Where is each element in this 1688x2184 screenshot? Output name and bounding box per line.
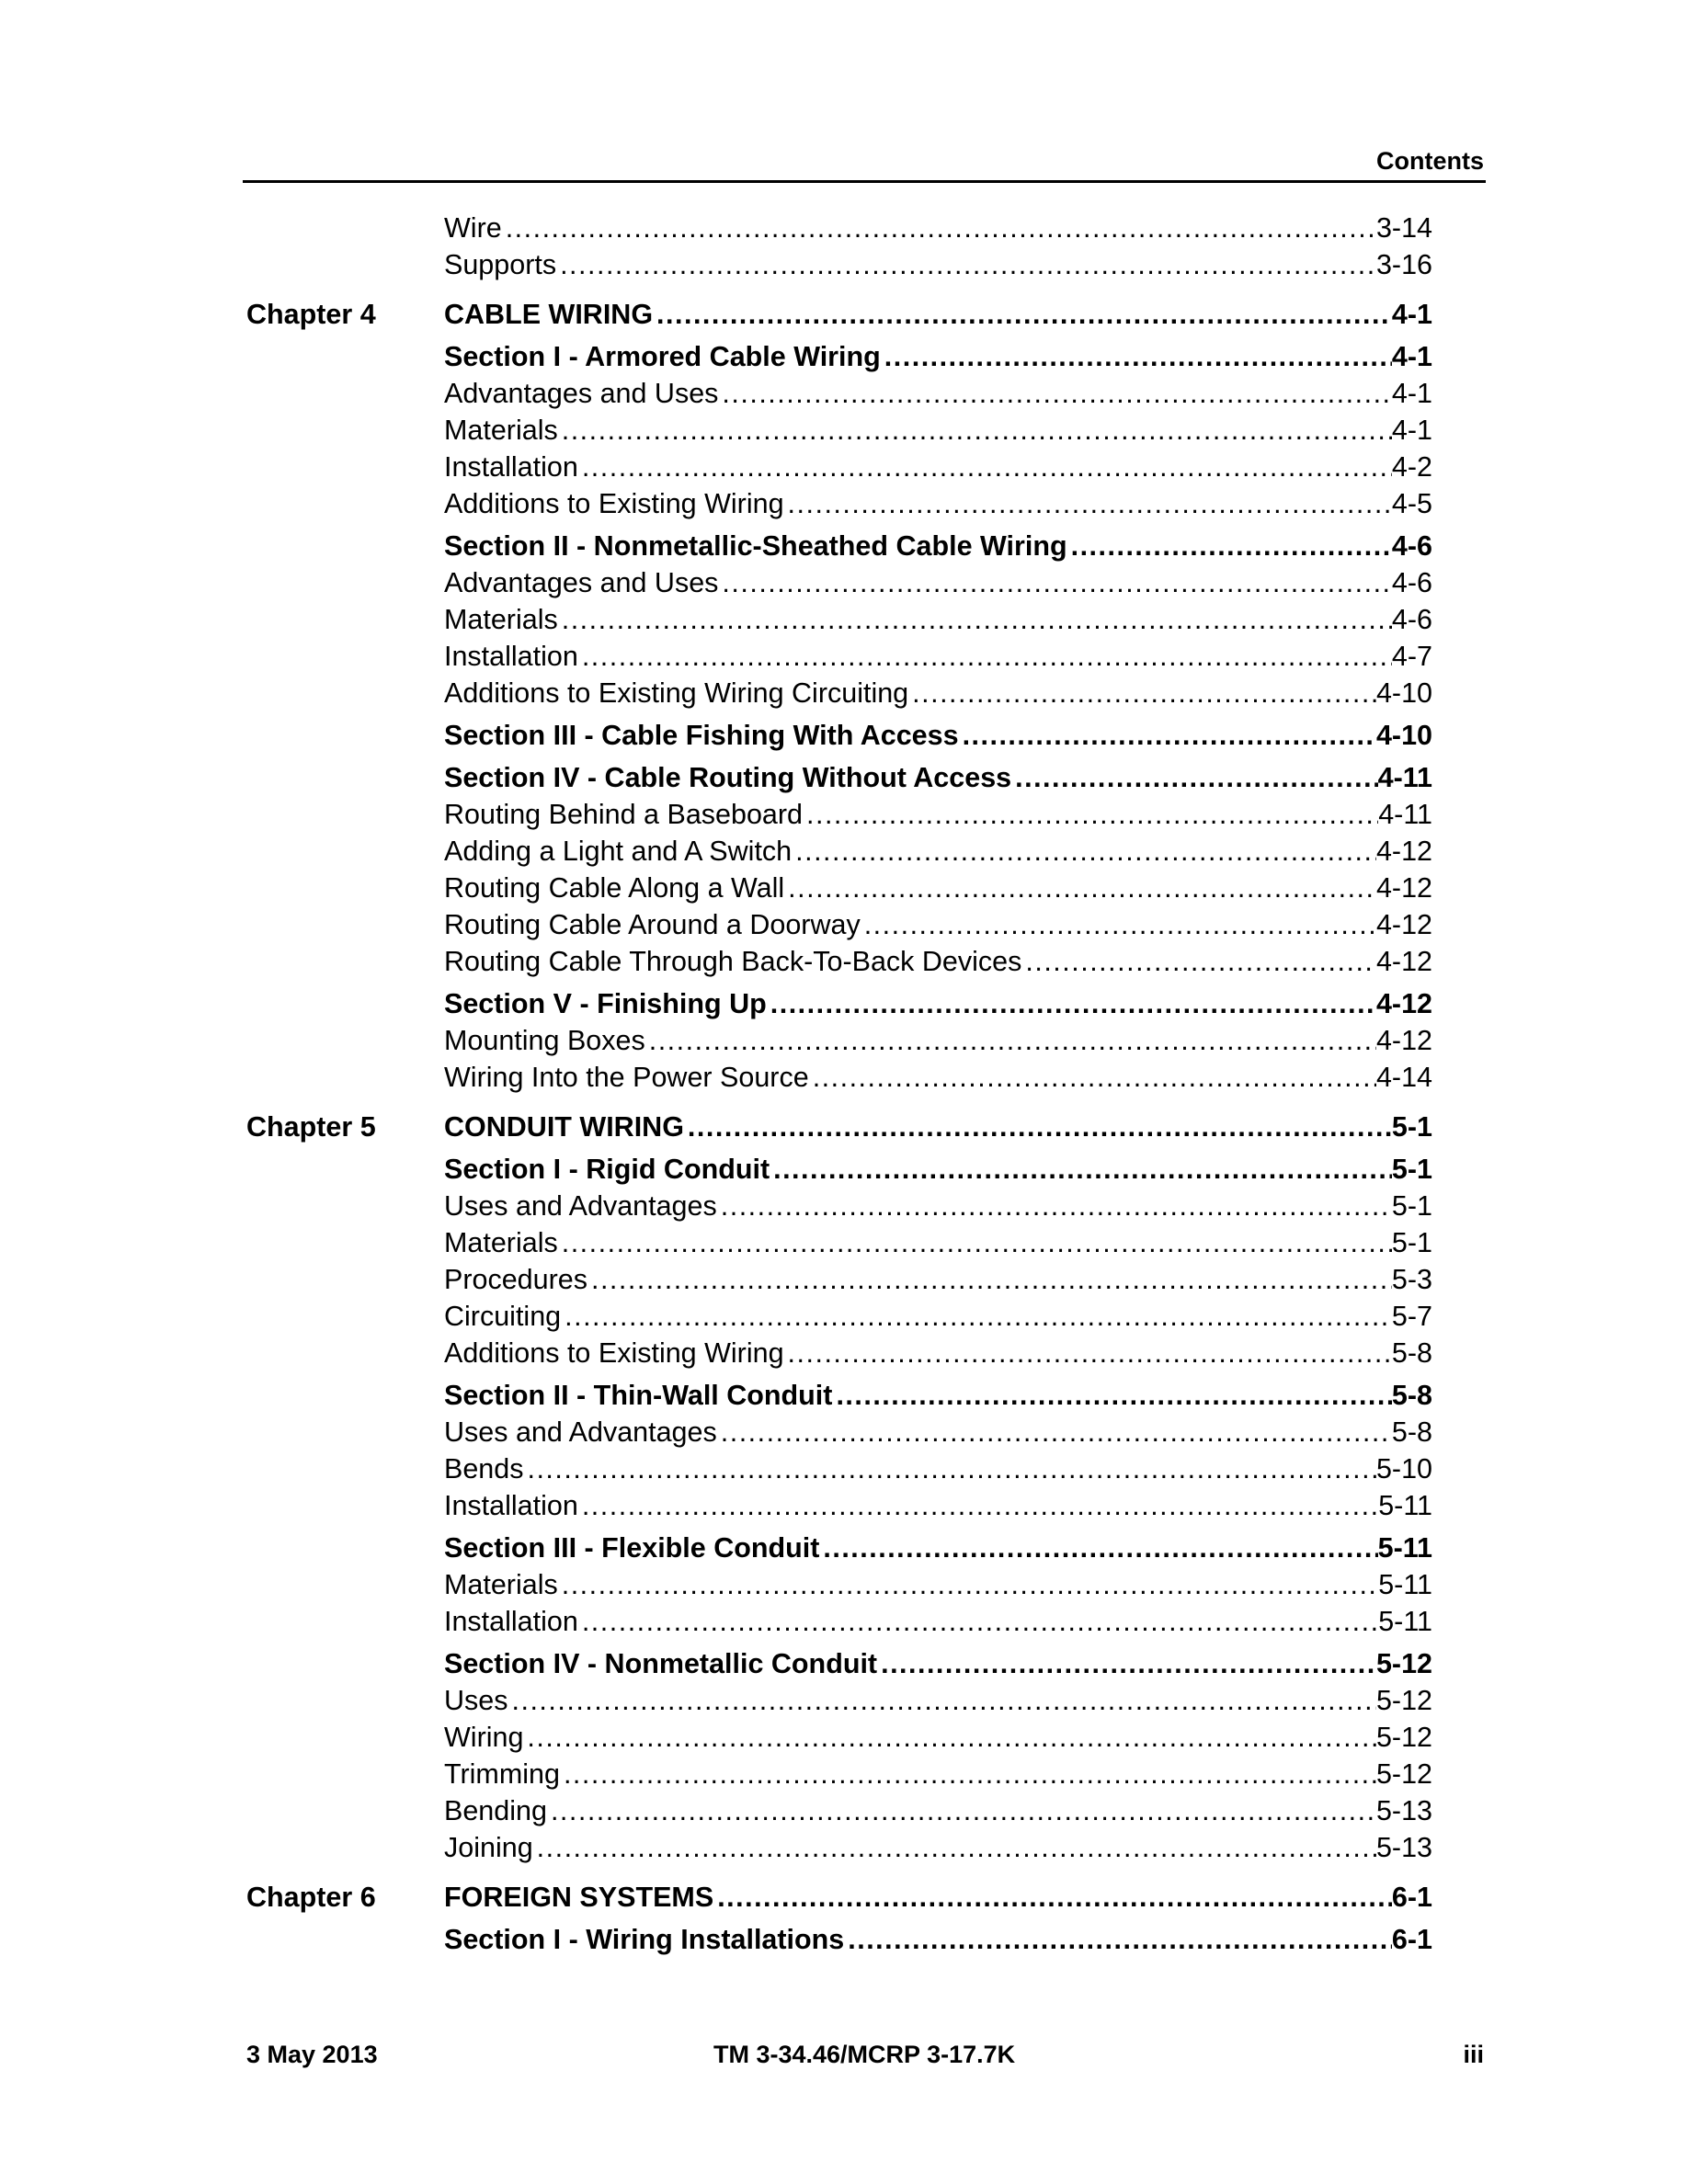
toc-entry-title: Uses <box>444 1685 508 1716</box>
toc-page-number: 5-12 <box>1375 1685 1432 1716</box>
toc-entry-title: Section I - Armored Cable Wiring <box>444 341 881 372</box>
toc-row <box>0 564 1688 601</box>
toc-entry-title: Materials <box>444 1569 558 1600</box>
toc-row <box>0 796 1688 833</box>
toc-page-number: 5-7 <box>1391 1301 1432 1332</box>
toc-page-number: 4-11 <box>1377 762 1432 793</box>
toc-row <box>0 1151 1688 1188</box>
dot-leader <box>767 985 1376 1022</box>
dot-leader <box>861 906 1376 943</box>
dot-leader <box>558 1566 1378 1603</box>
dot-leader <box>558 412 1392 449</box>
toc-page-number: 5-8 <box>1391 1416 1432 1448</box>
toc-page-number: 5-12 <box>1375 1722 1432 1753</box>
dot-leader <box>1011 759 1378 796</box>
running-header <box>243 147 1486 183</box>
toc-row <box>0 1879 1688 1916</box>
toc-row <box>0 906 1688 943</box>
toc-page-number: 4-1 <box>1391 378 1432 409</box>
toc-entry-title: Section III - Cable Fishing With Access <box>444 720 959 751</box>
dot-leader <box>502 210 1376 246</box>
dot-leader <box>718 375 1391 412</box>
toc-heading-link[interactable] <box>444 338 1432 375</box>
dot-leader <box>578 449 1392 485</box>
toc-row <box>0 1603 1688 1640</box>
toc-page-number: 5-11 <box>1377 1532 1432 1564</box>
toc-row <box>0 375 1688 412</box>
toc-row <box>0 1261 1688 1298</box>
toc-entry-title: Joining <box>444 1832 533 1863</box>
dot-leader <box>578 638 1392 675</box>
dot-leader <box>533 1829 1376 1866</box>
dot-leader <box>523 1450 1375 1487</box>
toc-heading-link[interactable] <box>444 528 1432 564</box>
footer-publication: TM 3-34.46/MCRP 3-17.7K <box>713 2041 1016 2068</box>
toc-page-number: 6-1 <box>1391 1924 1432 1955</box>
toc-entry-title: Adding a Light and A Switch <box>444 836 793 867</box>
chapter-label: Chapter 4 <box>246 299 376 330</box>
toc-entry-link[interactable] <box>444 1188 1432 1224</box>
toc-page-number: 4-12 <box>1375 1025 1432 1056</box>
toc-page-number: 5-1 <box>1391 1154 1432 1185</box>
dot-leader <box>587 1261 1392 1298</box>
toc-row <box>0 210 1688 246</box>
toc-heading-link[interactable] <box>444 1645 1432 1682</box>
toc-page-number: 5-11 <box>1378 1490 1432 1521</box>
toc-entry-link[interactable] <box>444 1261 1432 1298</box>
toc-page-number: 5-8 <box>1391 1337 1432 1369</box>
toc-page-number: 4-6 <box>1391 530 1432 562</box>
toc-entry-title: Mounting Boxes <box>444 1025 645 1056</box>
toc-page-number: 4-10 <box>1375 720 1432 751</box>
toc-entry-link[interactable] <box>444 485 1432 522</box>
toc-row <box>0 1682 1688 1719</box>
toc-row <box>0 870 1688 906</box>
toc-row <box>0 985 1688 1022</box>
toc-entry-title: Section III - Flexible Conduit <box>444 1532 820 1564</box>
dot-leader <box>792 833 1376 870</box>
toc-entry-link[interactable] <box>444 449 1432 485</box>
toc-entry-title: Section V - Finishing Up <box>444 988 767 1019</box>
toc-entry-link[interactable] <box>444 1756 1432 1792</box>
toc-entry-link[interactable] <box>444 1298 1432 1335</box>
toc-entry-title: Installation <box>444 641 578 672</box>
toc-entry-title: Bends <box>444 1453 524 1484</box>
toc-heading-link[interactable] <box>444 1530 1432 1566</box>
toc-entry-title: Section IV - Cable Routing Without Access <box>444 762 1012 793</box>
toc-entry-link[interactable] <box>444 870 1432 906</box>
toc-entry-link[interactable] <box>444 1487 1432 1524</box>
toc-entry-title: Circuiting <box>444 1301 562 1332</box>
toc-entry-title: Section II - Nonmetallic-Sheathed Cable Wiring <box>444 530 1067 562</box>
toc-entry-link[interactable] <box>444 943 1432 980</box>
dot-leader <box>908 675 1376 711</box>
dot-leader <box>561 1298 1392 1335</box>
toc-row <box>0 1530 1688 1566</box>
toc-page-number: 4-6 <box>1391 567 1432 598</box>
toc-page-number: 4-6 <box>1391 604 1432 635</box>
toc-heading-link[interactable] <box>444 1377 1432 1414</box>
toc-row <box>0 675 1688 711</box>
toc-row <box>0 943 1688 980</box>
toc-entry-title: Materials <box>444 1227 558 1258</box>
toc-page-number: 5-1 <box>1391 1227 1432 1258</box>
toc-entry-link[interactable] <box>444 675 1432 711</box>
dot-leader <box>684 1109 1392 1145</box>
toc-page-number: 4-10 <box>1375 677 1432 709</box>
dot-leader <box>713 1879 1392 1916</box>
toc-row <box>0 1377 1688 1414</box>
toc-entry-link[interactable] <box>444 1719 1432 1756</box>
toc-entry-link[interactable] <box>444 564 1432 601</box>
dot-leader <box>560 1756 1376 1792</box>
dot-leader <box>547 1792 1376 1829</box>
toc-entry-title: Section I - Wiring Installations <box>444 1924 845 1955</box>
toc-heading-link[interactable] <box>444 759 1432 796</box>
toc-row <box>0 246 1688 283</box>
toc-row <box>0 833 1688 870</box>
toc-row <box>0 1059 1688 1096</box>
dot-leader <box>556 246 1376 283</box>
toc-entry-title: Section IV - Nonmetallic Conduit <box>444 1648 878 1679</box>
toc-page-number: 5-11 <box>1378 1606 1432 1637</box>
toc-page-number: 4-2 <box>1391 451 1432 483</box>
toc-entry-title: Materials <box>444 415 558 446</box>
toc-page-number: 4-11 <box>1378 799 1432 830</box>
toc-page-number: 5-13 <box>1375 1832 1432 1863</box>
toc-heading-link[interactable] <box>444 1921 1432 1958</box>
dot-leader <box>809 1059 1376 1096</box>
toc-page-number: 4-12 <box>1375 872 1432 904</box>
toc-entry-title: Wire <box>444 212 502 244</box>
chapter-label: Chapter 6 <box>246 1882 376 1913</box>
toc-entry-title: Wiring Into the Power Source <box>444 1062 809 1093</box>
toc-page-number: 4-12 <box>1375 946 1432 977</box>
toc-row <box>0 338 1688 375</box>
toc-row <box>0 1792 1688 1829</box>
toc-entry-link[interactable] <box>444 210 1432 246</box>
dot-leader <box>784 870 1376 906</box>
toc-row <box>0 1414 1688 1450</box>
toc-row <box>0 485 1688 522</box>
toc-entry-title: Wiring <box>444 1722 524 1753</box>
dot-leader <box>832 1377 1391 1414</box>
toc-row <box>0 1335 1688 1371</box>
dot-leader <box>819 1530 1377 1566</box>
toc-page-number: 5-12 <box>1375 1758 1432 1790</box>
toc-entry-link[interactable] <box>444 1022 1432 1059</box>
toc-page-number: 4-5 <box>1391 488 1432 519</box>
dot-leader <box>653 296 1392 333</box>
toc-heading-link[interactable] <box>444 1879 1432 1916</box>
dot-leader <box>881 338 1392 375</box>
toc-page-number: 4-12 <box>1375 988 1432 1019</box>
footer-page-number: iii <box>1463 2041 1484 2068</box>
dot-leader <box>803 796 1378 833</box>
toc-heading-link[interactable] <box>444 1151 1432 1188</box>
toc-entry-title: Supports <box>444 249 557 280</box>
toc-row <box>0 1224 1688 1261</box>
toc-row <box>0 528 1688 564</box>
toc-heading-link[interactable] <box>444 1109 1432 1145</box>
toc-entry-title: Section II - Thin-Wall Conduit <box>444 1380 833 1411</box>
toc-entry-link[interactable] <box>444 1682 1432 1719</box>
dot-leader <box>770 1151 1392 1188</box>
toc-entry-link[interactable] <box>444 1059 1432 1096</box>
toc-entry-title: Section I - Rigid Conduit <box>444 1154 770 1185</box>
toc-heading-link[interactable] <box>444 296 1432 333</box>
toc-row <box>0 601 1688 638</box>
toc-entry-link[interactable] <box>444 1792 1432 1829</box>
toc-entry-link[interactable] <box>444 1566 1432 1603</box>
toc-entry-title: Installation <box>444 1606 578 1637</box>
toc-page-number: 5-1 <box>1391 1111 1432 1143</box>
toc-entry-title: CABLE WIRING <box>444 299 654 330</box>
dot-leader <box>558 1224 1392 1261</box>
toc-entry-title: Procedures <box>444 1264 587 1295</box>
toc-row <box>0 759 1688 796</box>
toc-heading-link[interactable] <box>444 985 1432 1022</box>
toc-page-number: 4-14 <box>1375 1062 1432 1093</box>
dot-leader <box>578 1487 1378 1524</box>
toc-entry-title: Routing Cable Along a Wall <box>444 872 785 904</box>
dot-leader <box>578 1603 1378 1640</box>
toc-page-number: 3-14 <box>1375 212 1432 244</box>
toc-row <box>0 1645 1688 1682</box>
dot-leader <box>523 1719 1376 1756</box>
toc-entry-link[interactable] <box>444 1829 1432 1866</box>
toc-entry-link[interactable] <box>444 638 1432 675</box>
toc-row <box>0 1921 1688 1958</box>
toc-row <box>0 1756 1688 1792</box>
toc-page-number: 4-1 <box>1391 415 1432 446</box>
toc-entry-title: Advantages and Uses <box>444 378 719 409</box>
toc-entry-link[interactable] <box>444 833 1432 870</box>
toc-entry-link[interactable] <box>444 412 1432 449</box>
toc-page-number: 5-13 <box>1375 1795 1432 1826</box>
toc-entry-link[interactable] <box>444 246 1432 283</box>
toc-page-number: 3-16 <box>1375 249 1432 280</box>
toc-row <box>0 449 1688 485</box>
dot-leader <box>844 1921 1392 1958</box>
toc-entry-link[interactable] <box>444 1224 1432 1261</box>
toc-row <box>0 1022 1688 1059</box>
toc-entry-title: Trimming <box>444 1758 560 1790</box>
dot-leader <box>558 601 1392 638</box>
toc-entry-title: Advantages and Uses <box>444 567 719 598</box>
toc-entry-title: Installation <box>444 1490 578 1521</box>
dot-leader <box>959 717 1376 754</box>
toc-page-number: 4-12 <box>1375 909 1432 940</box>
toc-entry-title: Materials <box>444 604 558 635</box>
toc-row <box>0 1829 1688 1866</box>
toc-page-number: 5-3 <box>1391 1264 1432 1295</box>
toc-row <box>0 1487 1688 1524</box>
toc-entry-title: CONDUIT WIRING <box>444 1111 684 1143</box>
toc-entry-link[interactable] <box>444 375 1432 412</box>
dot-leader <box>717 1188 1392 1224</box>
chapter-label: Chapter 5 <box>246 1111 376 1143</box>
toc-page-number: 4-1 <box>1391 341 1432 372</box>
toc-row <box>0 1298 1688 1335</box>
toc-row <box>0 1188 1688 1224</box>
toc-entry-link[interactable] <box>444 1603 1432 1640</box>
toc-entry-title: Uses and Advantages <box>444 1190 717 1222</box>
toc-heading-link[interactable] <box>444 717 1432 754</box>
toc-row <box>0 1109 1688 1145</box>
toc-page-number: 5-10 <box>1375 1453 1432 1484</box>
toc-entry-link[interactable] <box>444 796 1432 833</box>
toc-page-number: 6-1 <box>1391 1882 1432 1913</box>
toc-row <box>0 412 1688 449</box>
toc-row <box>0 1566 1688 1603</box>
toc-entry-title: Additions to Existing Wiring <box>444 488 784 519</box>
toc-entry-title: Installation <box>444 451 578 483</box>
toc-page-number: 4-7 <box>1391 641 1432 672</box>
dot-leader <box>784 485 1392 522</box>
dot-leader <box>645 1022 1376 1059</box>
toc-entry-title: Routing Cable Through Back-To-Back Devices <box>444 946 1022 977</box>
toc-row <box>0 717 1688 754</box>
dot-leader <box>717 1414 1392 1450</box>
toc-page-number: 5-8 <box>1391 1380 1432 1411</box>
footer-date: 3 May 2013 <box>246 2041 378 2068</box>
toc-entry-link[interactable] <box>444 1450 1432 1487</box>
toc-row <box>0 638 1688 675</box>
toc-row <box>0 1450 1688 1487</box>
dot-leader <box>784 1335 1392 1371</box>
toc-entry-title: FOREIGN SYSTEMS <box>444 1882 714 1913</box>
toc-page-number: 5-1 <box>1391 1190 1432 1222</box>
toc-entry-link[interactable] <box>444 1414 1432 1450</box>
toc-entry-title: Additions to Existing Wiring <box>444 1337 784 1369</box>
toc-entry-title: Routing Behind a Baseboard <box>444 799 804 830</box>
toc-entry-title: Uses and Advantages <box>444 1416 717 1448</box>
toc-entry-link[interactable] <box>444 906 1432 943</box>
dot-leader <box>718 564 1391 601</box>
toc-entry-title: Bending <box>444 1795 547 1826</box>
toc-entry-link[interactable] <box>444 1335 1432 1371</box>
toc-row <box>0 296 1688 333</box>
dot-leader <box>508 1682 1376 1719</box>
toc-entry-title: Additions to Existing Wiring Circuiting <box>444 677 909 709</box>
dot-leader <box>1021 943 1376 980</box>
toc-row <box>0 1719 1688 1756</box>
header-title: Contents <box>1376 147 1484 175</box>
toc-page-number: 5-11 <box>1378 1569 1432 1600</box>
dot-leader <box>877 1645 1376 1682</box>
toc-page-number: 5-12 <box>1375 1648 1432 1679</box>
toc-page-number: 4-12 <box>1375 836 1432 867</box>
toc-entry-title: Routing Cable Around a Doorway <box>444 909 861 940</box>
toc-entry-link[interactable] <box>444 601 1432 638</box>
toc-page-number: 4-1 <box>1391 299 1432 330</box>
dot-leader <box>1067 528 1392 564</box>
